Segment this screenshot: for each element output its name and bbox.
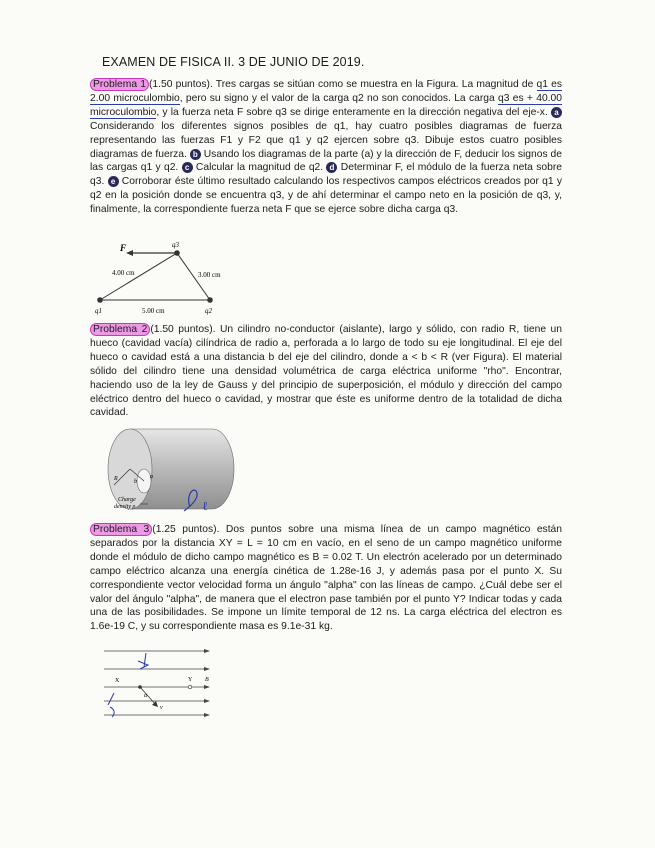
part-a-marker: a <box>551 107 562 118</box>
hollow-cylinder-figure <box>100 425 235 517</box>
charges-triangle-figure <box>92 240 232 320</box>
problem-3-label: Problema 3 <box>90 523 152 536</box>
svg-text:q3: q3 <box>172 241 179 249</box>
svg-text:α: α <box>144 693 148 699</box>
svg-text:R: R <box>114 476 118 482</box>
svg-text:b: b <box>134 479 137 485</box>
charge-q3 <box>174 250 180 256</box>
problem-3-text: Problema 3 (1.25 puntos). Dos puntos sobre una misma línea de un campo magnético están separados por la distancia XY = L = 10 cm en vacío, en el seno de un campo magnético uniforme donde el módulo de dicho campo magnético es B = 0.02 T. Un electrón acelerado por un determinado campo eléctrico alcanza una energía cinética de 1.28e-16 J, y además pasa por el punto X. Su correspondiente vector velocidad forma un ángulo "alpha" con las líneas de campo. ¿Cuál debe ser el valor del ángulo "alpha", de manera que el electron pase también por el punto Y? Indicar todas y cada una de las posibilidades. Se impone un límite temporal de 12 ns. La carga eléctrica del electron es 1.6e-19 C, y su correspondiente masa es 9.1e-31 kg. <box>90 524 563 633</box>
charge-q2 <box>207 297 213 303</box>
svg-text:F: F <box>120 243 127 253</box>
svg-text:Y: Y <box>188 677 193 683</box>
problem-2-label: Problema 2 <box>90 323 150 336</box>
svg-text:4.00 cm: 4.00 cm <box>112 269 135 277</box>
problem-1-label: Problema 1 <box>90 78 149 91</box>
exam-title: EXAMEN DE FISICA II. 3 DE JUNIO DE 2019. <box>102 55 365 69</box>
part-c-marker: c <box>182 162 193 173</box>
svg-text:X: X <box>115 678 120 684</box>
svg-text:v: v <box>160 705 163 711</box>
problem-2-text: Problema 2 (1.50 puntos). Un cilindro no-conductor (aislante), largo y sólido, con radio R, tiene un hueco (cavidad vacía) cilíndrica de radio a, perforada a lo largo de todo su eje longitudinal. El eje del hueco o cavidad está a una distancia b del eje del cilindro, donde a < b < R (ver Figura). El material sólido del cilindro tiene una densidad volumétrica de carga eléctrica uniforme "rho". Encontrar, haciendo uso de la ley de Gauss y del principio de superposición, el módulo y dirección del campo eléctrico dentro del hueco o cavidad, y mostrar que éste es uniforme dentro de la totalidad de dicha cavidad. <box>90 324 563 419</box>
charge-q1 <box>97 297 103 303</box>
problem-1-text: Problema 1 (1.50 puntos). Tres cargas se sitúan como se muestra en la Figura. La magnitud de q1 es 2.00 microculombio, pero su signo y el valor de la carga q2 no son conocidos. La carga q3 es + 40.00 microculombio, y la fuerza neta F sobre q3 se dirige enteramente en la dirección negativa del eje-x. aConsiderando los diferentes signos posibles de q1, hay cuatro posibles diagramas de fuerza representando las fuerzas F1 y F2 que q1 y q2 ejercen sobre q3. Dibuje estos cuatro posibles diagramas de fuerza. b Usando los diagramas de la parte (a) y la dirección de F, deducir los signos de las cargas q1 y q2. c Calcular la magnitud de q2. d Determinar F, el módulo de la fuerza neta sobre q3. e Corroborar éste último resultado calculando los respectivos campos eléctricos creados por q1 y q2 en la posición donde se encuentra q3, y de ahí determinar el campo neto en la posición de q3, y, finalmente, la correspondiente fuerza neta F que se ejerce sobre dicha carga q3. <box>90 79 563 216</box>
part-d-marker: d <box>326 162 337 173</box>
svg-text:q1: q1 <box>95 307 102 315</box>
svg-text:5.00 cm: 5.00 cm <box>142 307 165 315</box>
part-e-marker: e <box>108 176 119 187</box>
point-y <box>188 685 192 689</box>
magnetic-field-figure <box>100 643 220 723</box>
part-b-marker: b <box>190 149 201 160</box>
svg-text:Charge: Charge <box>118 497 136 503</box>
svg-text:3.00 cm: 3.00 cm <box>198 271 221 279</box>
svg-text:B: B <box>205 677 209 683</box>
svg-text:ℓ: ℓ <box>202 499 208 513</box>
svg-text:q2: q2 <box>205 307 212 315</box>
svg-text:density ρ: density ρ <box>114 504 136 510</box>
svg-text:a: a <box>150 474 153 480</box>
